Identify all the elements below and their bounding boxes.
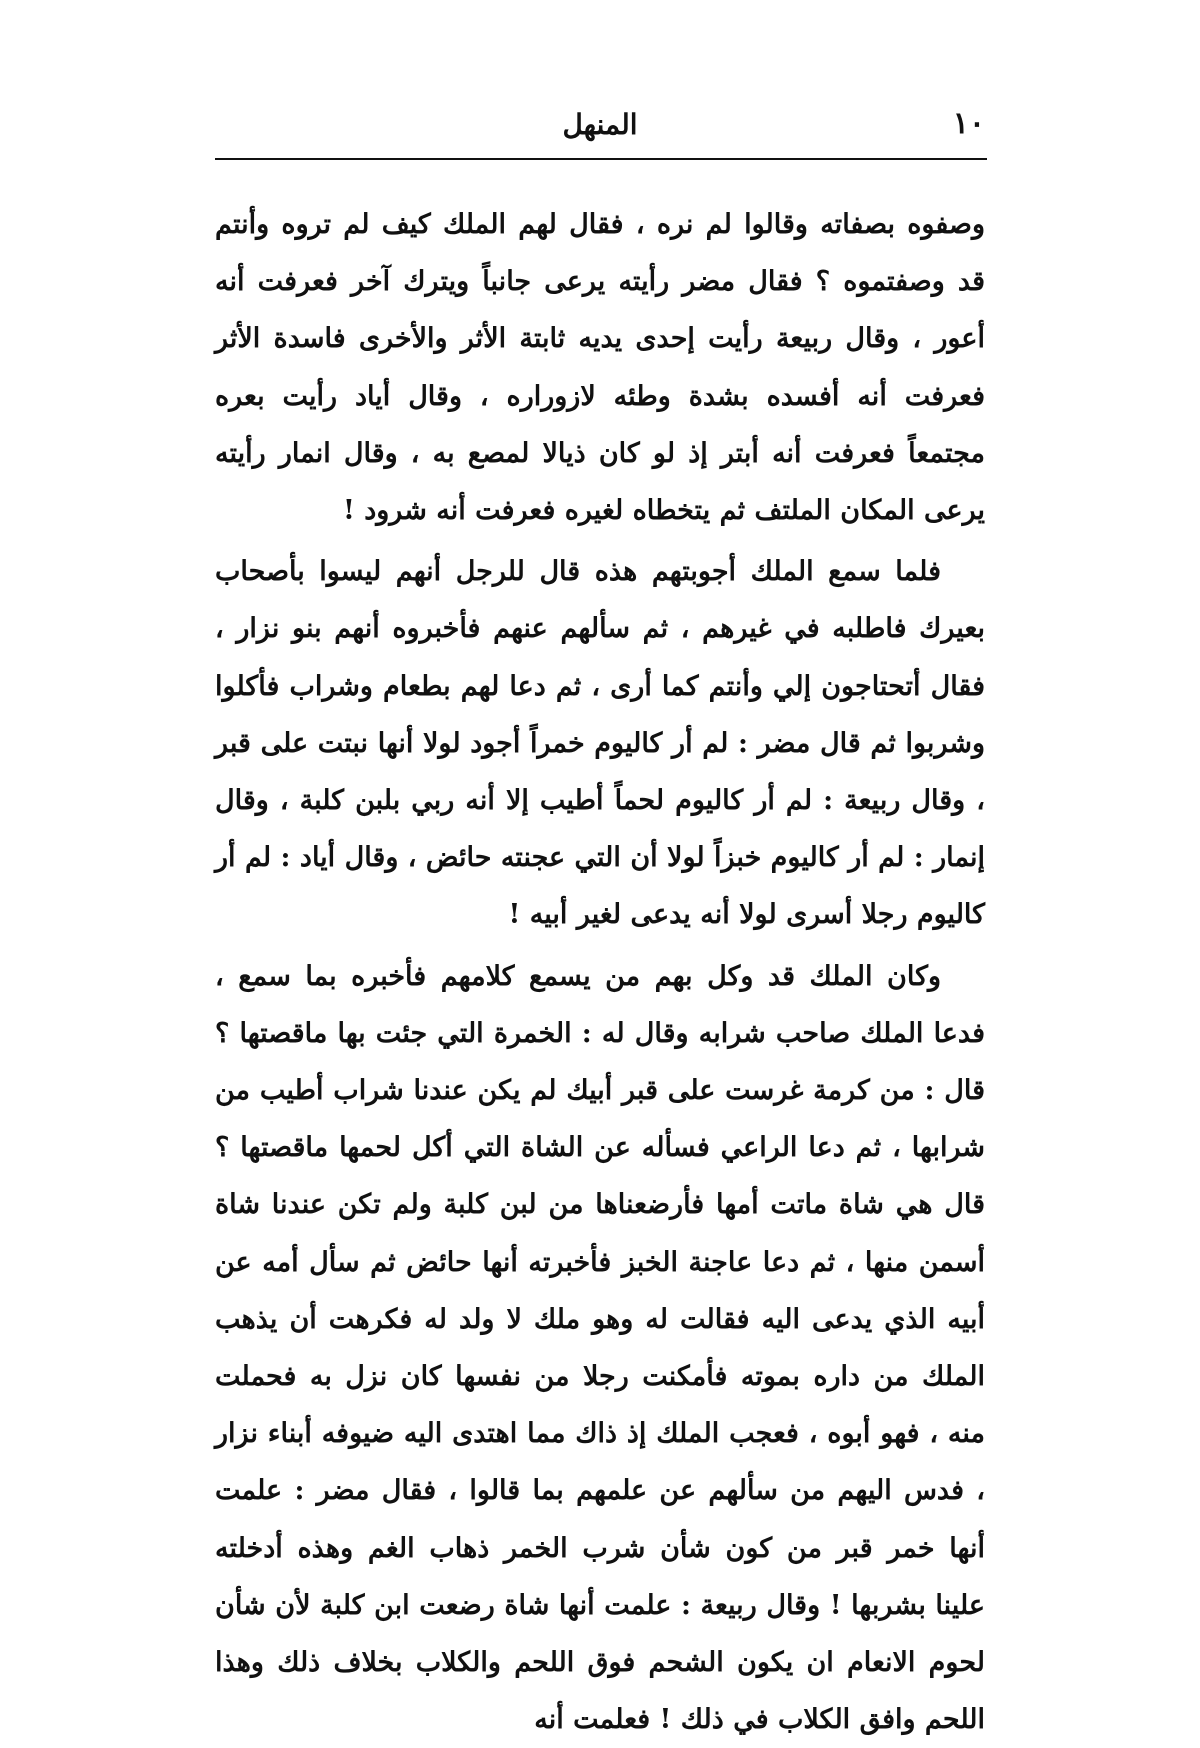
paragraph-3: وكان الملك قد وكل بهم من يسمع كلامهم فأخبره بما سمع ، فدعا الملك صاحب شرابه وقال له : الخمرة التي جئت بها ماقصتها ؟ قال : من كرمة غرست على قبر أبيك لم يكن عندنا شراب أطيب من شرابها ، ثم دعا الراعي فسأله عن الشاة التي أكل لحمها ماقصتها ؟ قال هي شاة ماتت أمها فأرضعناها من لبن كلبة ولم تكن عندنا شاة أسمن منها ، ثم دعا عاجنة الخبز فأخبرته أنها حائض ثم سأل أمه عن أبيه الذي يدعى اليه فقالت له وهو ملك لا ولد له فكرهت أن يذهب الملك من داره بموته فأمكنت رجلا من نفسها كان نزل به فحملت منه ، فهو أبوه ، فعجب الملك إذ ذاك مما اهتدى اليه ضيوفه أبناء نزار ، فدس اليهم من سألهم عن علمهم بما قالوا ، فقال مضر : علمت أنها خمر قبر من كون شأن شرب الخمر ذهاب الغم وهذه أدخلته علينا بشربها ! وقال ربيعة : علمت أنها شاة رضعت ابن كلبة لأن شأن لحوم الانعام ان يكون الشحم فوق اللحم والكلاب بخلاف ذلك وهذا اللحم وافق الكلاب في ذلك ! فعلمت أنه bbox=[215, 960, 985, 1736]
paragraph-1: وصفوه بصفاته وقالوا لم نره ، فقال لهم الملك كيف لم تروه وأنتم قد وصفتموه ؟ فقال مضر رأيته يرعى جانباً ويترك آخر فعرفت أنه أعور ، وقال ربيعة رأيت إحدى يديه ثابتة الأثر والأخرى فاسدة الأثر فعرفت أنه أفسده بشدة وطئه لازوراره ، وقال أياد رأيت بعره مجتمعاً فعرفت أنه أبتر إذ لو كان ذيالا لمصع به ، وقال انمار رأيته يرعى المكان الملتف ثم يتخطاه لغيره فعرفت أنه شرود ! bbox=[215, 209, 985, 527]
page-number: ١٠ bbox=[952, 106, 985, 141]
running-title: المنهل bbox=[562, 108, 638, 141]
page-header bbox=[215, 106, 985, 154]
header-rule bbox=[215, 158, 987, 160]
body-text bbox=[215, 196, 985, 1748]
paragraph-2: فلما سمع الملك أجوبتهم هذه قال للرجل أنهم ليسوا بأصحاب بعيرك فاطلبه في غيرهم ، ثم سألهم عنهم فأخبروه أنهم بنو نزار ، فقال أتحتاجون إلي وأنتم كما أرى ، ثم دعا لهم بطعام وشراب فأكلوا وشربوا ثم قال مضر : لم أر كاليوم خمراً أجود لولا أنها نبتت على قبر ، وقال ربيعة : لم أر كاليوم لحماً أطيب إلا أنه ربي بلبن كلبة ، وقال إنمار : لم أر كاليوم خبزاً لولا أن التي عجنته حائض ، وقال أياد : لم أر كاليوم رجلا أسرى لولا أنه يدعى لغير أبيه ! bbox=[215, 556, 985, 931]
